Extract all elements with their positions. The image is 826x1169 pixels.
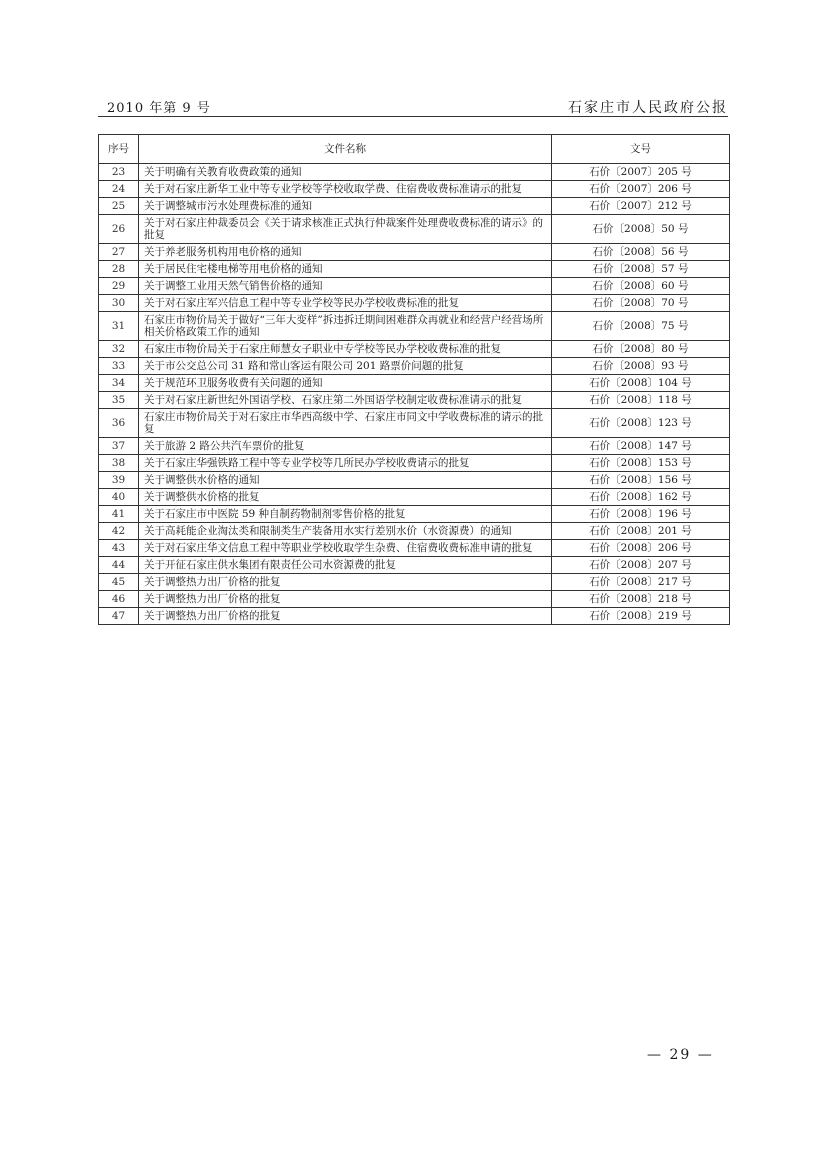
row-number: 45 (99, 574, 139, 591)
row-number: 32 (99, 341, 139, 358)
row-title: 关于高耗能企业淘汰类和限制类生产装备用水实行差别水价（水资源费）的通知 (139, 523, 552, 540)
table-row (99, 244, 730, 261)
row-reference: 石价〔2008〕104 号 (552, 375, 730, 392)
row-title: 关于石家庄市中医院 59 种自制药物制剂零售价格的批复 (139, 506, 552, 523)
row-reference: 石价〔2008〕206 号 (552, 540, 730, 557)
table-header-row (99, 135, 730, 164)
row-number: 35 (99, 392, 139, 409)
table-row (99, 312, 730, 341)
row-number: 28 (99, 261, 139, 278)
row-number: 30 (99, 295, 139, 312)
row-reference: 石价〔2008〕118 号 (552, 392, 730, 409)
issue-number: 2010 年第 9 号 (107, 101, 211, 116)
row-title: 关于明确有关教育收费政策的通知 (139, 164, 552, 181)
row-title: 关于对石家庄仲裁委员会《关于请求核准正式执行仲裁案件处理费收费标准的请示》的批复 (139, 215, 552, 244)
publication-title: 石家庄市人民政府公报 (568, 100, 728, 116)
row-title: 关于旅游 2 路公共汽车票价的批复 (139, 438, 552, 455)
row-number: 33 (99, 358, 139, 375)
table-row (99, 438, 730, 455)
row-number: 42 (99, 523, 139, 540)
table-row (99, 392, 730, 409)
row-title: 关于对石家庄华文信息工程中等职业学校收取学生杂费、住宿费收费标准申请的批复 (139, 540, 552, 557)
row-reference: 石价〔2008〕218 号 (552, 591, 730, 608)
row-number: 34 (99, 375, 139, 392)
table-row (99, 557, 730, 574)
row-reference: 石价〔2008〕70 号 (552, 295, 730, 312)
row-reference: 石价〔2008〕217 号 (552, 574, 730, 591)
row-title: 石家庄市物价局关于对石家庄市华西高级中学、石家庄市同文中学收费标准的请示的批复 (139, 409, 552, 438)
row-number: 40 (99, 489, 139, 506)
table-row (99, 215, 730, 244)
row-title: 关于调整热力出厂价格的批复 (139, 608, 552, 625)
row-number: 38 (99, 455, 139, 472)
table-row (99, 540, 730, 557)
header-divider (98, 116, 728, 117)
row-number: 31 (99, 312, 139, 341)
row-reference: 石价〔2008〕60 号 (552, 278, 730, 295)
row-title: 关于调整供水价格的批复 (139, 489, 552, 506)
table-row (99, 358, 730, 375)
table-row (99, 523, 730, 540)
table-row (99, 455, 730, 472)
row-reference: 石价〔2008〕50 号 (552, 215, 730, 244)
row-number: 23 (99, 164, 139, 181)
row-reference: 石价〔2008〕201 号 (552, 523, 730, 540)
row-number: 36 (99, 409, 139, 438)
row-title: 关于调整热力出厂价格的批复 (139, 574, 552, 591)
table-row (99, 261, 730, 278)
row-number: 43 (99, 540, 139, 557)
table-row (99, 295, 730, 312)
documents-table (98, 134, 730, 625)
row-number: 25 (99, 198, 139, 215)
row-title: 关于规范环卫服务收费有关问题的通知 (139, 375, 552, 392)
table-row (99, 409, 730, 438)
row-reference: 石价〔2008〕56 号 (552, 244, 730, 261)
table-row (99, 181, 730, 198)
row-number: 37 (99, 438, 139, 455)
row-title: 关于养老服务机构用电价格的通知 (139, 244, 552, 261)
table-row (99, 608, 730, 625)
row-number: 39 (99, 472, 139, 489)
row-title: 关于居民住宅楼电梯等用电价格的通知 (139, 261, 552, 278)
table-row (99, 198, 730, 215)
row-title: 关于市公交总公司 31 路和常山客运有限公司 201 路票价问题的批复 (139, 358, 552, 375)
row-reference: 石价〔2008〕80 号 (552, 341, 730, 358)
row-number: 41 (99, 506, 139, 523)
table-row (99, 506, 730, 523)
row-reference: 石价〔2008〕57 号 (552, 261, 730, 278)
column-header-title: 文件名称 (139, 135, 552, 164)
row-number: 24 (99, 181, 139, 198)
row-reference: 石价〔2008〕196 号 (552, 506, 730, 523)
row-title: 关于调整城市污水处理费标准的通知 (139, 198, 552, 215)
table-row (99, 375, 730, 392)
column-header-ref: 文号 (552, 135, 730, 164)
row-title: 关于调整工业用天然气销售价格的通知 (139, 278, 552, 295)
row-title: 关于调整供水价格的通知 (139, 472, 552, 489)
row-title: 关于调整热力出厂价格的批复 (139, 591, 552, 608)
row-reference: 石价〔2008〕207 号 (552, 557, 730, 574)
row-reference: 石价〔2008〕123 号 (552, 409, 730, 438)
row-number: 29 (99, 278, 139, 295)
row-reference: 石价〔2007〕206 号 (552, 181, 730, 198)
row-reference: 石价〔2007〕205 号 (552, 164, 730, 181)
table-row (99, 164, 730, 181)
row-reference: 石价〔2007〕212 号 (552, 198, 730, 215)
table-row (99, 341, 730, 358)
table-row (99, 574, 730, 591)
row-number: 47 (99, 608, 139, 625)
row-number: 27 (99, 244, 139, 261)
row-title: 关于开征石家庄供水集团有限责任公司水资源费的批复 (139, 557, 552, 574)
table-row (99, 591, 730, 608)
table-row (99, 278, 730, 295)
row-title: 关于对石家庄军兴信息工程中等专业学校等民办学校收费标准的批复 (139, 295, 552, 312)
row-reference: 石价〔2008〕93 号 (552, 358, 730, 375)
row-title: 石家庄市物价局关于石家庄师慧女子职业中专学校等民办学校收费标准的批复 (139, 341, 552, 358)
table-row (99, 472, 730, 489)
row-reference: 石价〔2008〕75 号 (552, 312, 730, 341)
row-reference: 石价〔2008〕156 号 (552, 472, 730, 489)
row-title: 石家庄市物价局关于做好“三年大变样”拆违拆迁期间困难群众再就业和经营户经营场所相关价格政策工作的通知 (139, 312, 552, 341)
row-reference: 石价〔2008〕153 号 (552, 455, 730, 472)
row-title: 关于石家庄华强铁路工程中等专业学校等几所民办学校收费请示的批复 (139, 455, 552, 472)
row-number: 26 (99, 215, 139, 244)
column-header-number: 序号 (99, 135, 139, 164)
row-reference: 石价〔2008〕219 号 (552, 608, 730, 625)
row-number: 44 (99, 557, 139, 574)
row-number: 46 (99, 591, 139, 608)
row-title: 关于对石家庄新世纪外国语学校、石家庄第二外国语学校制定收费标准请示的批复 (139, 392, 552, 409)
page-number: — 29 — (647, 1047, 714, 1063)
row-title: 关于对石家庄新华工业中等专业学校等学校收取学费、住宿费收费标准请示的批复 (139, 181, 552, 198)
row-reference: 石价〔2008〕162 号 (552, 489, 730, 506)
table-row (99, 489, 730, 506)
row-reference: 石价〔2008〕147 号 (552, 438, 730, 455)
